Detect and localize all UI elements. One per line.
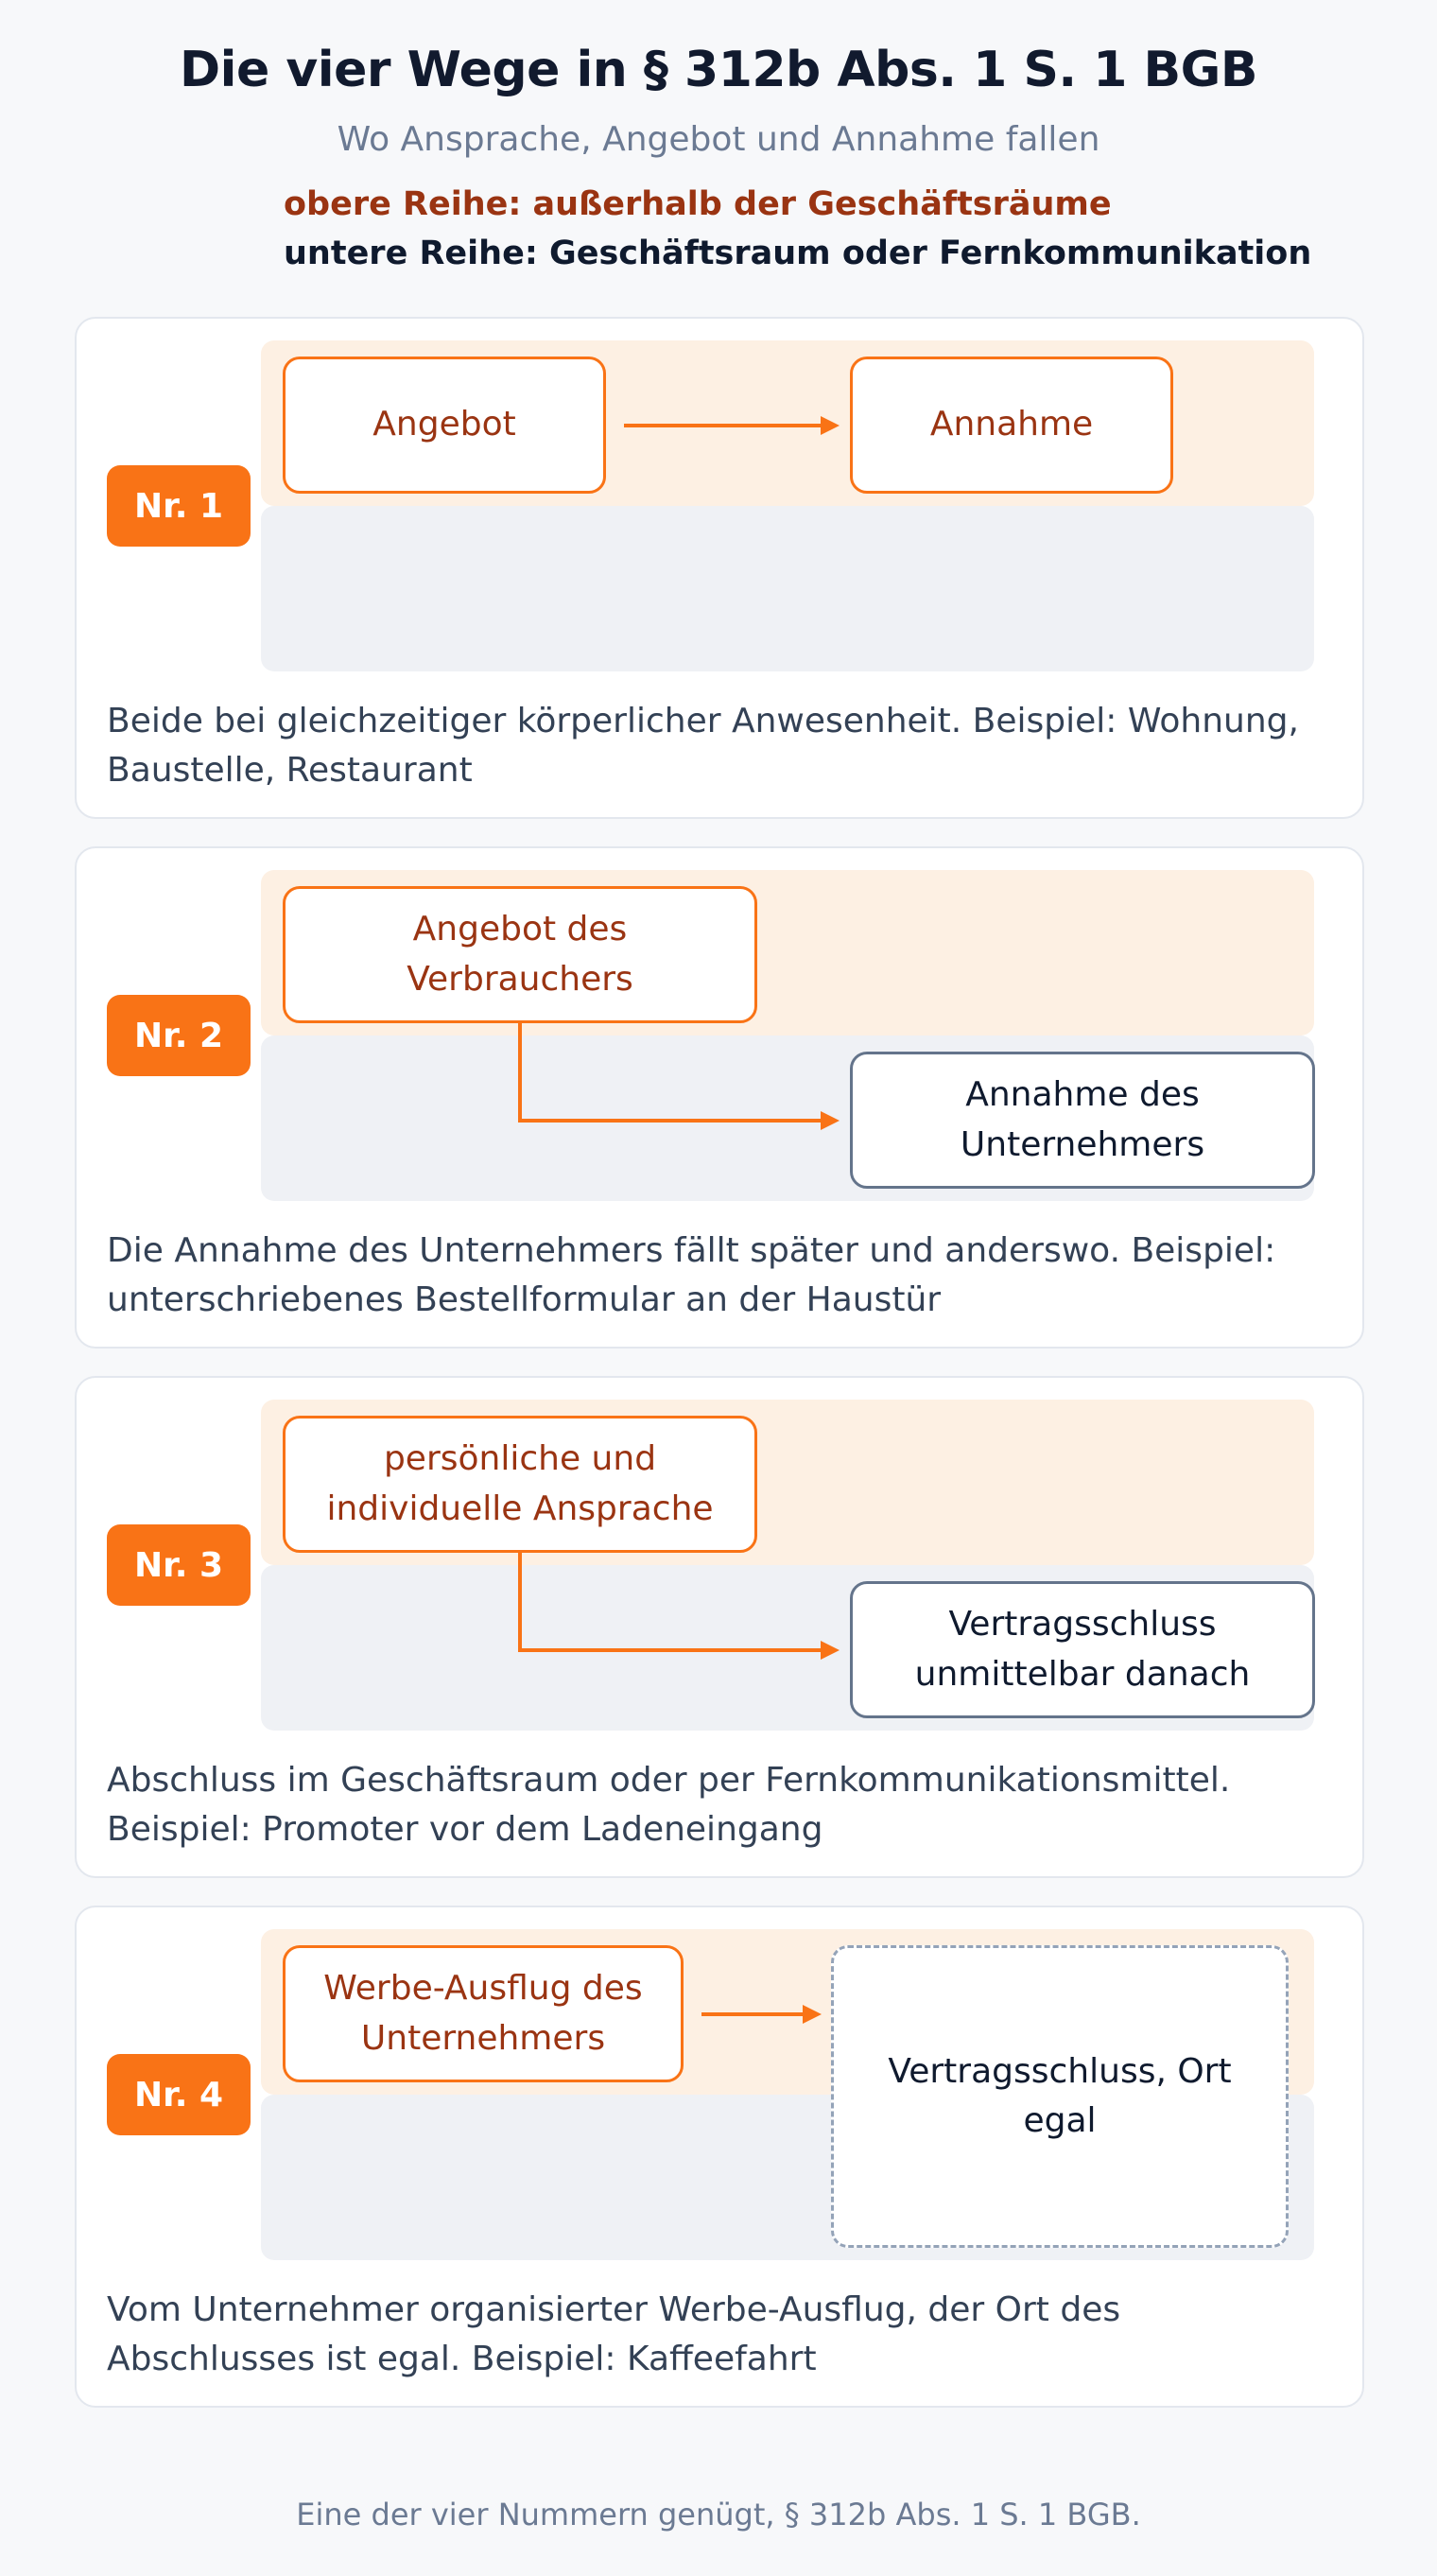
number-badge: Nr. 1 (107, 465, 251, 547)
promo-trip-box: Werbe-Ausflug des Unternehmers (283, 1945, 684, 2082)
way-card-4 (75, 1906, 1364, 2408)
way-description: Vom Unternehmer organisierter Werbe-Ausflug, der Ort des Abschlusses ist egal. Beispiel: Kaffeefahrt (107, 2290, 1121, 2378)
contract-conclusion-box: Vertragsschluss unmittelbar danach (850, 1581, 1315, 1718)
way-card-3 (75, 1376, 1364, 1878)
way-card-2 (75, 846, 1364, 1349)
number-badge: Nr. 4 (107, 2054, 251, 2135)
page-title: Die vier Wege in § 312b Abs. 1 S. 1 BGB (180, 42, 1257, 98)
way-description: Die Annahme des Unternehmers fällt später und anderswo. Beispiel: unterschriebenes Bestellformular an der Haustür (107, 1231, 1276, 1319)
trader-acceptance-box: Annahme des Unternehmers (850, 1052, 1315, 1189)
contract-any-place-box: Vertragsschluss, Ort egal (831, 1945, 1289, 2248)
acceptance-box: Annahme (850, 357, 1173, 494)
way-description: Beide bei gleichzeitiger körperlicher Anwesenheit. Beispiel: Wohnung, Baustelle, Restaurant (107, 702, 1299, 790)
way-card-1 (75, 317, 1364, 819)
number-badge: Nr. 3 (107, 1524, 251, 1606)
offer-box: Angebot (283, 357, 606, 494)
personal-approach-box: persönliche und individuelle Ansprache (283, 1416, 757, 1553)
way-description: Abschluss im Geschäftsraum oder per Fernkommunikationsmittel. Beispiel: Promoter vor dem Ladeneingang (107, 1761, 1231, 1849)
consumer-offer-box: Angebot des Verbrauchers (283, 886, 757, 1023)
page-subtitle: Wo Ansprache, Angebot und Annahme fallen (337, 120, 1100, 159)
number-badge: Nr. 2 (107, 995, 251, 1076)
legend-top-row: obere Reihe: außerhalb der Geschäftsräume (284, 185, 1112, 223)
legend-bottom-row: untere Reihe: Geschäftsraum oder Fernkommunikation (284, 235, 1312, 272)
footer-note: Eine der vier Nummern genügt, § 312b Abs. 1 S. 1 BGB. (296, 2497, 1141, 2532)
